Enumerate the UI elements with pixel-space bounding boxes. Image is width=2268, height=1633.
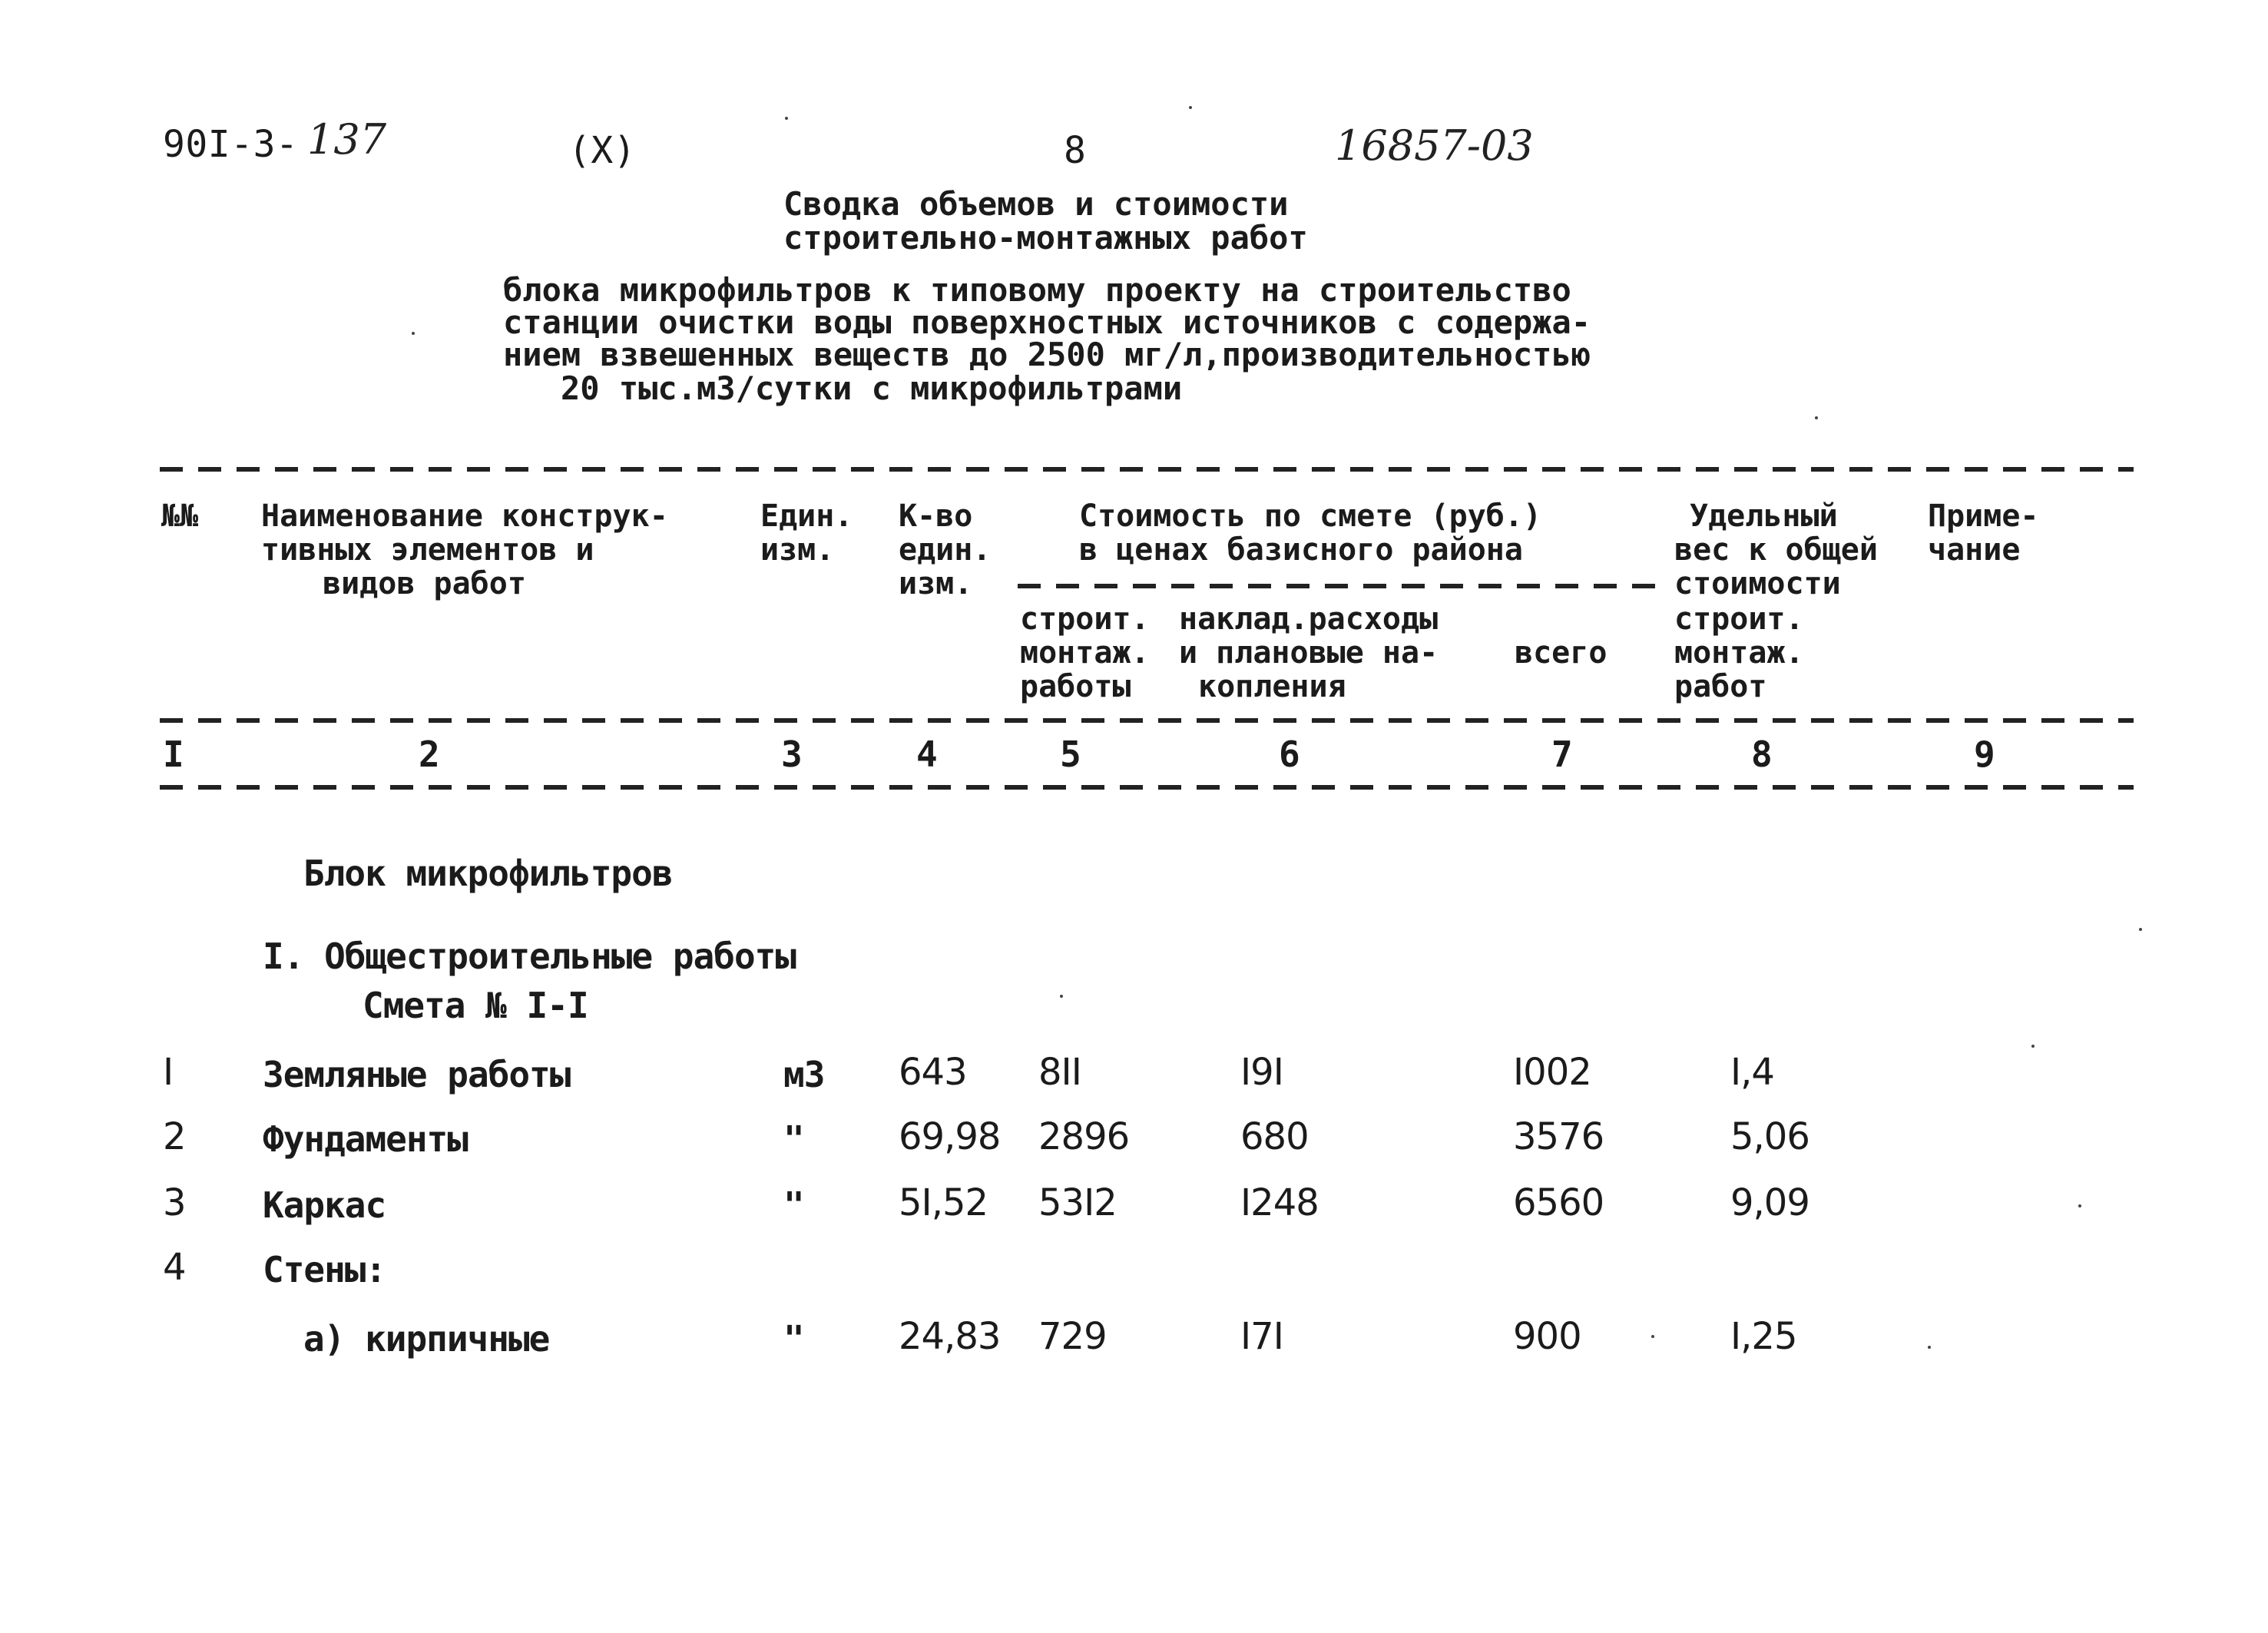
row-smr: 729 — [1038, 1315, 1107, 1358]
row-total: 900 — [1513, 1315, 1581, 1358]
header-col-share-6: работ — [1674, 669, 1767, 704]
header-col-name-1: Наименование конструк- — [261, 499, 668, 534]
doc-code: 90I-3- — [163, 123, 299, 166]
row-number: I — [163, 1051, 174, 1094]
scan-speck — [785, 117, 788, 120]
doc-code-handwritten: 137 — [307, 115, 387, 164]
header-cost-group-1: Стоимость по смете (руб.) — [1079, 499, 1542, 534]
header-col-share-1: Удельный — [1690, 499, 1838, 534]
row-total: I002 — [1513, 1051, 1591, 1094]
row-overhead: I9I — [1240, 1051, 1283, 1094]
scan-speck — [1189, 106, 1192, 109]
header-col-unit-2: изм. — [760, 532, 835, 568]
header-col-smr-1: строит. — [1020, 601, 1150, 637]
scan-speck — [1060, 995, 1063, 998]
row-name: Земляные работы — [263, 1054, 571, 1095]
scan-speck — [1815, 416, 1818, 419]
column-number: 5 — [1060, 734, 1081, 775]
volume-label: (X) — [568, 129, 637, 172]
header-cost-group-2: в ценах базисного района — [1079, 532, 1523, 568]
row-share: 5,06 — [1730, 1115, 1809, 1158]
column-number: 7 — [1551, 734, 1573, 775]
table-columns-rule — [160, 785, 2134, 790]
table-header-rule — [160, 718, 2134, 723]
scan-speck — [412, 332, 415, 335]
row-name: Стены: — [263, 1249, 386, 1290]
row-name: Каркас — [263, 1184, 386, 1226]
section-heading: I. Общестроительные работы — [263, 936, 796, 977]
row-qty: 643 — [899, 1051, 967, 1094]
row-qty: 24,83 — [899, 1315, 1001, 1358]
row-unit: " — [783, 1318, 804, 1360]
row-number: 2 — [163, 1115, 186, 1158]
header-col-overhead-2: и плановые на- — [1179, 635, 1439, 671]
header-col-number: №№ — [161, 499, 199, 534]
header-col-note-1: Приме- — [1928, 499, 2039, 534]
row-share: I,4 — [1730, 1051, 1774, 1094]
row-unit: " — [783, 1184, 804, 1226]
header-col-smr-2: монтаж. — [1020, 635, 1150, 671]
row-number: 4 — [163, 1246, 186, 1289]
row-share: 9,09 — [1730, 1181, 1809, 1224]
sheet-code-handwritten: 16857-03 — [1335, 121, 1534, 170]
header-col-qty-3: изм. — [899, 566, 973, 601]
column-number: 9 — [1974, 734, 1995, 775]
header-col-overhead-3: копления — [1198, 669, 1346, 704]
header-col-smr-3: работы — [1020, 669, 1131, 704]
block-heading: Блок микрофильтров — [303, 853, 673, 894]
header-col-note-2: чание — [1928, 532, 2021, 568]
header-col-overhead-1: наклад.расходы — [1179, 601, 1439, 637]
scan-speck — [2078, 1204, 2081, 1207]
row-total: 3576 — [1513, 1115, 1604, 1158]
subtitle-line-4: 20 тыс.м3/сутки с микрофильтрами — [561, 369, 1183, 407]
row-overhead: I7I — [1240, 1315, 1283, 1358]
table-top-rule — [160, 467, 2134, 472]
header-col-name-2: тивных элементов и — [261, 532, 594, 568]
header-col-qty-2: един. — [899, 532, 992, 568]
row-smr: 8II — [1038, 1051, 1081, 1094]
row-overhead: I248 — [1240, 1181, 1319, 1224]
row-overhead: 680 — [1240, 1115, 1309, 1158]
row-total: 6560 — [1513, 1181, 1604, 1224]
row-smr: 2896 — [1038, 1115, 1130, 1158]
header-col-share-3: стоимости — [1674, 566, 1841, 601]
header-col-share-5: монтаж. — [1674, 635, 1804, 671]
row-unit: м3 — [783, 1054, 825, 1095]
title-line-2: строительно-монтажных работ — [783, 219, 1308, 257]
scan-speck — [2031, 1045, 2035, 1048]
row-smr: 53I2 — [1038, 1181, 1117, 1224]
header-col-name-3: видов работ — [323, 566, 526, 601]
column-number: I — [163, 734, 184, 775]
column-number: 4 — [916, 734, 938, 775]
row-name: Фундаменты — [263, 1118, 468, 1160]
column-number: 8 — [1751, 734, 1773, 775]
header-col-unit-1: Един. — [760, 499, 853, 534]
row-unit: " — [783, 1118, 804, 1160]
estimate-heading: Смета № I-I — [363, 985, 588, 1026]
column-number: 2 — [419, 734, 440, 775]
page-number: 8 — [1064, 129, 1087, 172]
header-cost-group-rule — [1018, 584, 1670, 588]
subtitle-line-3: нием взвешенных веществ до 2500 мг/л,производительностью — [503, 336, 1591, 373]
row-share: I,25 — [1730, 1315, 1797, 1358]
subtitle-line-1: блока микрофильтров к типовому проекту на строительство — [503, 271, 1571, 309]
title-line-1: Сводка объемов и стоимости — [783, 185, 1289, 223]
scan-speck — [1651, 1335, 1654, 1338]
row-number: 3 — [163, 1181, 186, 1224]
row-qty: 5I,52 — [899, 1181, 988, 1224]
row-name: а) кирпичные — [303, 1318, 550, 1360]
row-qty: 69,98 — [899, 1115, 1001, 1158]
subtitle-line-2: станции очистки воды поверхностных источников с содержа- — [503, 303, 1591, 341]
scan-speck — [2139, 928, 2142, 931]
column-number: 3 — [781, 734, 803, 775]
header-col-share-2: вес к общей — [1674, 532, 1878, 568]
column-number: 6 — [1279, 734, 1300, 775]
scan-speck — [1928, 1346, 1931, 1349]
header-col-total: всего — [1515, 635, 1607, 671]
header-col-share-4: строит. — [1674, 601, 1804, 637]
header-col-qty-1: К-во — [899, 499, 973, 534]
